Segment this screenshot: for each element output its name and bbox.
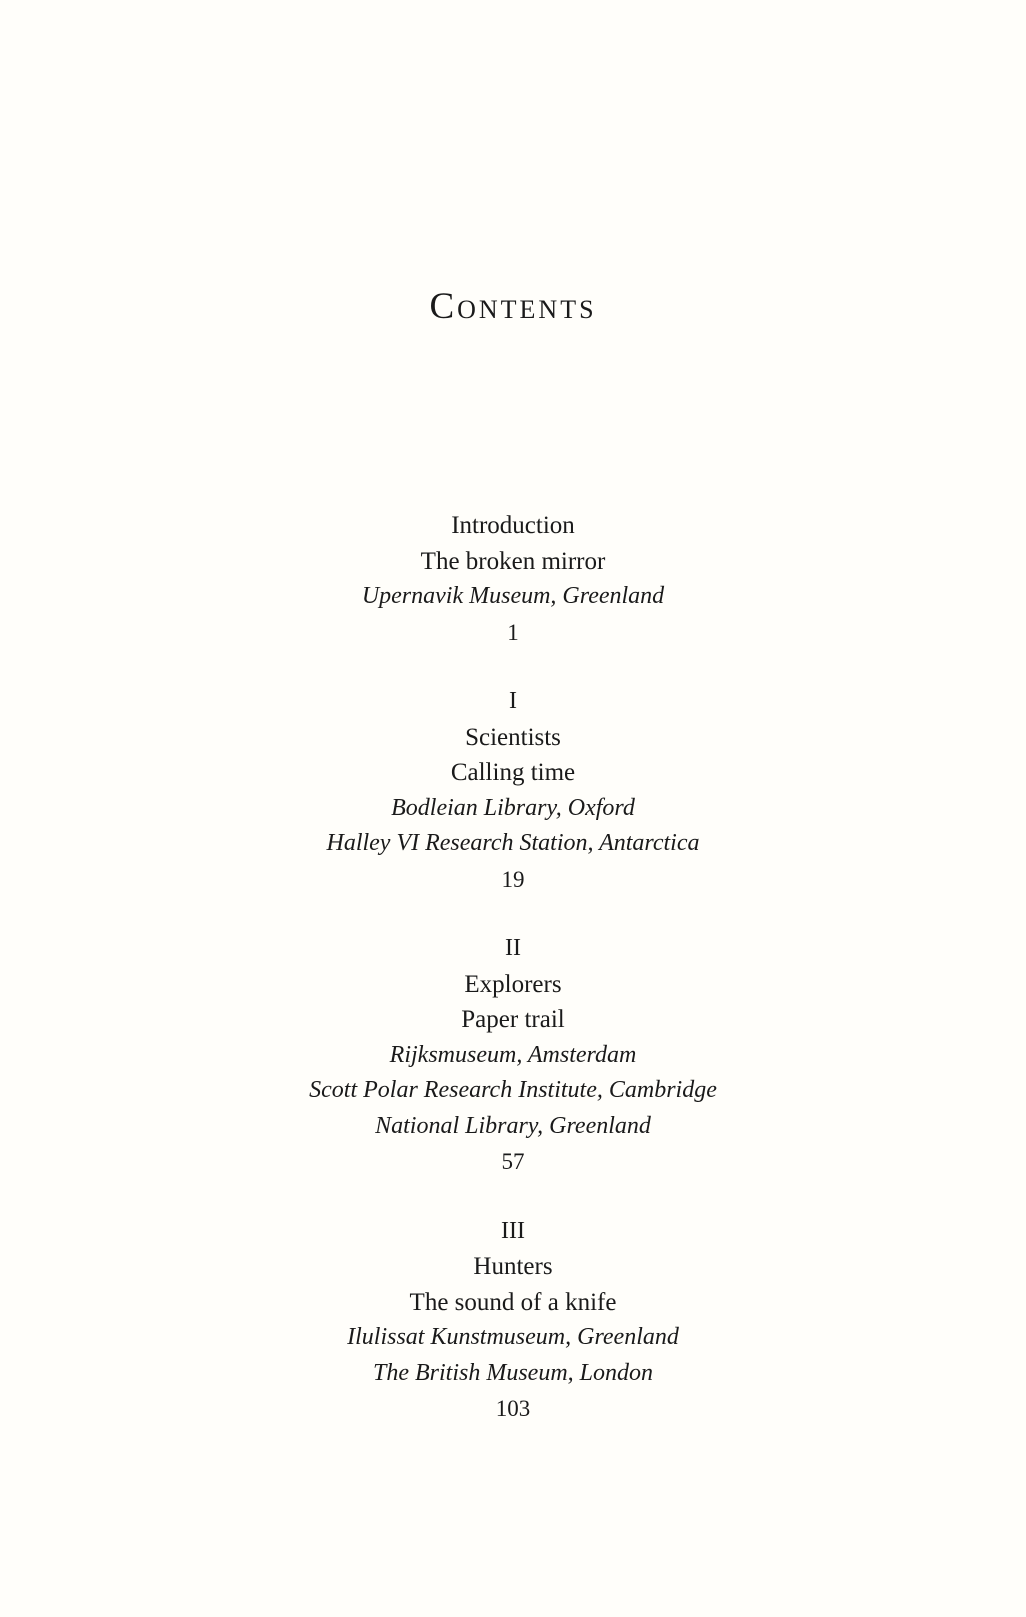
part-numeral: II: [505, 935, 521, 961]
toc-entry-introduction: [0, 508, 1026, 650]
toc-entry-part-3: [0, 1214, 1026, 1427]
page-number: 57: [501, 1149, 525, 1174]
page-title: Contents: [429, 286, 597, 327]
part-numeral: I: [509, 688, 517, 714]
page-number: 1: [507, 619, 519, 645]
place-name: Bodleian Library, Oxford: [391, 794, 635, 821]
place-name: Ilulissat Kunstmuseum, Greenland: [347, 1324, 679, 1350]
section-heading: Hunters: [473, 1253, 553, 1280]
place-name: Rijksmuseum, Amsterdam: [389, 1041, 637, 1068]
chapter-title: The sound of a knife: [409, 1288, 617, 1316]
toc-entry-part-2: [0, 931, 1026, 1180]
chapter-title: Paper trail: [461, 1006, 565, 1033]
place-name: National Library, Greenland: [375, 1112, 651, 1139]
chapter-title: Calling time: [450, 759, 576, 786]
place-name: Scott Polar Research Institute, Cambridge: [309, 1077, 717, 1103]
toc-entry-part-1: [0, 684, 1026, 897]
place-name: Halley VI Research Station, Antarctica: [326, 830, 700, 856]
section-heading: Introduction: [451, 512, 575, 539]
table-of-contents: [0, 508, 1026, 1427]
place-name: Upernavik Museum, Greenland: [361, 583, 665, 609]
place-name: The British Museum, London: [372, 1359, 653, 1386]
page-number: 19: [501, 866, 525, 892]
part-numeral: III: [501, 1217, 525, 1244]
section-heading: Explorers: [464, 970, 562, 998]
section-heading: Scientists: [465, 723, 561, 751]
page-number: 103: [495, 1396, 531, 1421]
chapter-title: The broken mirror: [420, 547, 606, 575]
